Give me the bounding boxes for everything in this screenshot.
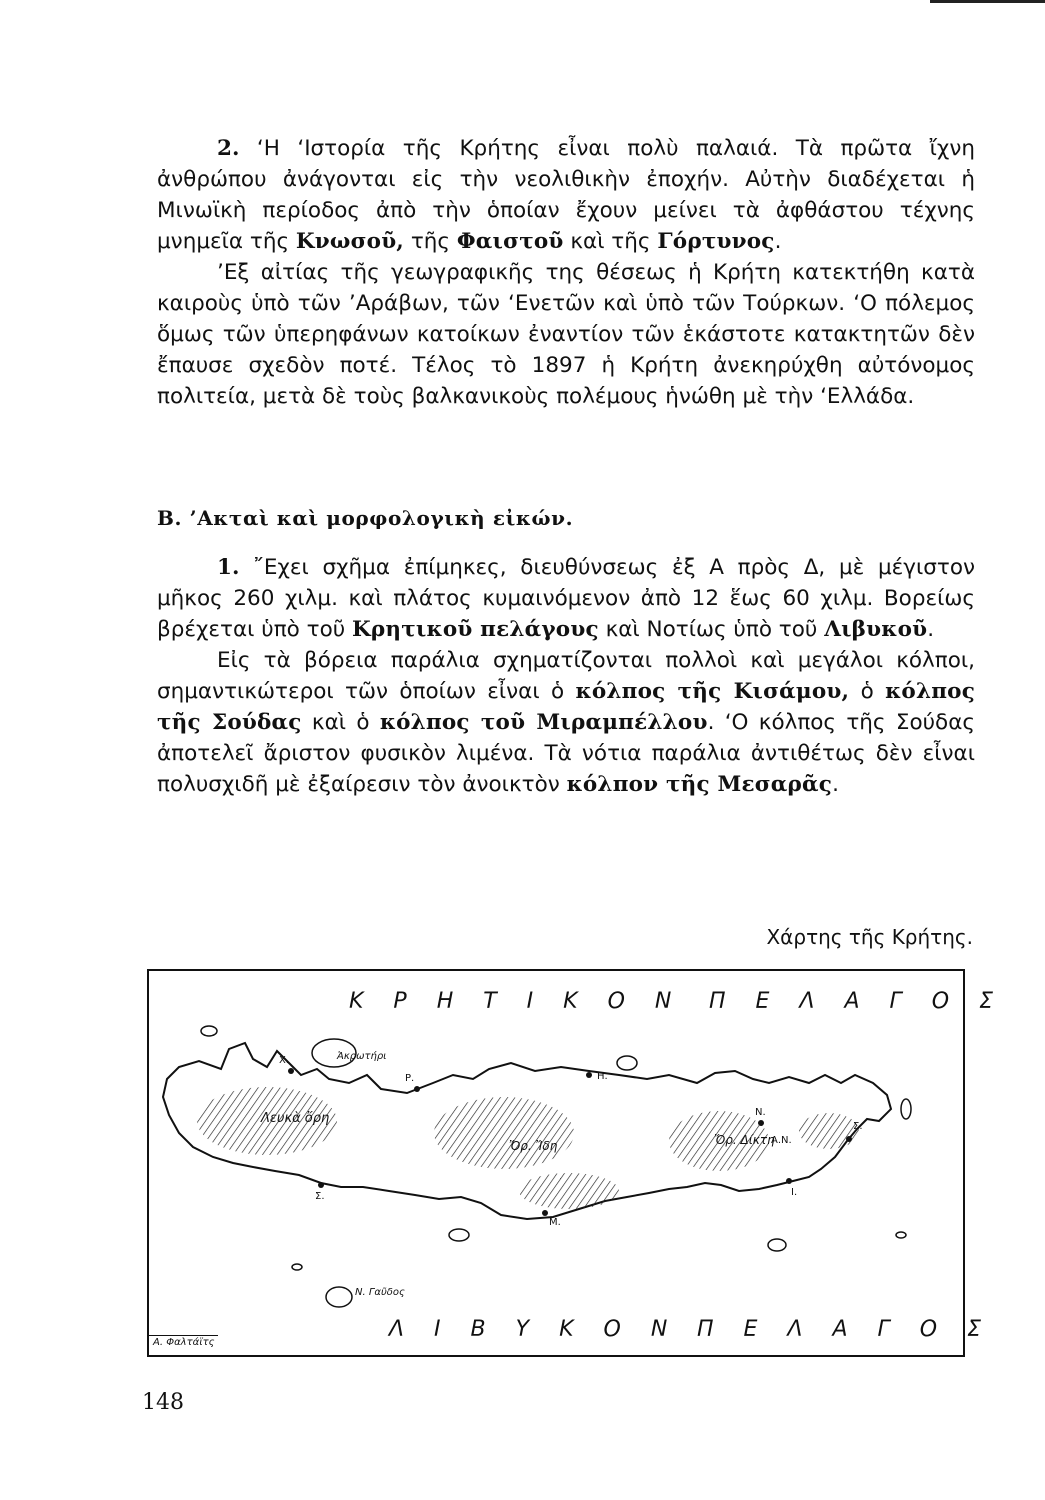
town-dot <box>318 1182 324 1188</box>
section-heading: Β. ’Ακταὶ καὶ μορφολογικὴ εἰκών. <box>157 506 574 530</box>
town-dot <box>586 1072 592 1078</box>
bold-term-cretan-sea: Κρητικοῦ πελάγους <box>352 617 599 642</box>
north-sea-label: ΚΡΗΤΙΚΟΝ <box>349 989 702 1014</box>
bold-term-mesara-gulf: κόλπον τῆς Μεσαρᾶς <box>566 772 833 797</box>
sfakia-label: Σ. <box>315 1191 325 1202</box>
north-sea-label-2: ΠΕΛΑΓΟΣ <box>709 989 1024 1014</box>
akrotiri-label: Ἀκρωτήρι <box>337 1051 387 1062</box>
sitia-label: Σ. <box>853 1121 863 1132</box>
paragraph-number: 2. <box>217 136 240 161</box>
text-run: ‘Η ‘Ιστορία τῆς Κρήτης εἶναι πολὺ παλαιά. Τὰ πρῶτα ἴχνη ἀνθρώπου ἀνάγονται εἰς τὴν νεολιθικὴν ἐποχήν. Αὐτὴν διαδέχεται ἡ Μινωϊκὴ περίοδος ἀπὸ τὴν ὁποίαν ἔχουν μείνει τὰ ἀφθάστου τέχνης μνημεῖα τῆς <box>157 136 975 254</box>
south-sea-label: ΛΙΒΥΚΟΝ <box>389 1317 698 1342</box>
east-islet <box>901 1099 911 1119</box>
bold-term-knossos: Κνωσοῦ, <box>295 229 404 254</box>
heraklion-label: Η. <box>597 1071 608 1082</box>
gramvousa-islet <box>201 1026 217 1036</box>
coasts-paragraph-1 <box>157 552 975 645</box>
text-run: . <box>832 772 839 797</box>
paragraph-number: 1. <box>217 555 240 580</box>
bold-term-kisamos-gulf: κόλπος τῆς Κισάμου, <box>575 679 850 704</box>
coasts-paragraph-2 <box>157 645 975 800</box>
bold-term-libyan-sea: Λιβυκοῦ <box>824 617 928 642</box>
town-dot <box>414 1086 420 1092</box>
text-run: ῎Εχει σχῆμα ἐπίμηκες, διευθύνσεως ἐξ Α πρὸς Δ, μὲ μέγιστον μῆκος 260 χιλμ. καὶ πλάτος κυμαινόμενον ἀπὸ 12 ἕως 60 χιλμ. Βορείως βρέχεται ὑπὸ τοῦ <box>157 555 975 642</box>
ida-relief <box>434 1097 574 1169</box>
gavdopoula-islet <box>292 1264 302 1270</box>
ida-label: Ὄρ. Ἴδη <box>509 1139 558 1153</box>
chrysi-islet <box>768 1239 786 1251</box>
town-dot <box>542 1210 548 1216</box>
text-run: . ‘Ο κόλπος τῆς Σούδας ἀποτελεῖ ἄριστον φυσικὸν λιμένα. Τὰ νότια παράλια ἀντιθέτως δὲν εἶναι πολυσχιδῆ μὲ ἐξαίρεσιν τὸν ἀνοικτὸν <box>157 710 975 797</box>
town-dot <box>846 1136 852 1142</box>
history-section <box>157 133 975 412</box>
chania-label: Χ. <box>279 1055 290 1066</box>
koufonisi-islet <box>896 1232 906 1238</box>
history-paragraph-1 <box>157 133 975 257</box>
text-run: . <box>774 229 782 254</box>
history-paragraph-2: ’Εξ αἰτίας τῆς γεωγραφικῆς της θέσεως ἡ Κρήτη κατεκτήθη κατὰ καιροὺς ὑπὸ τῶν ’Αράβων, τῶν ‘Ενετῶν καὶ ὑπὸ τῶν Τούρκων. ‘Ο πόλεμος ὅμως τῶν ὑπερηφάνων κατοίκων ἐναντίον τῶν ἑκάστοτε κατακτητῶν δὲν ἔπαυσε σχεδὸν ποτέ. Τέλος τὸ 1897 ἡ Κρήτη ἀνεκηρύχθη αὐτόνομος πολιτεία, μετὰ δὲ τοὺς βαλκανικοὺς πολέμους ἡνώθη μὲ τὴν ‘Ελλάδα. <box>157 260 975 409</box>
crete-map <box>147 969 1024 1357</box>
gavdos-island <box>326 1287 352 1307</box>
town-dot <box>758 1120 764 1126</box>
bold-term-mirabello-gulf: κόλπος τοῦ Μιραμπέλλου <box>379 710 708 735</box>
bold-term-gortyna: Γόρτυνος <box>657 229 775 254</box>
top-edge-rule <box>930 0 1045 3</box>
text-run: . <box>927 617 935 642</box>
text-run: Εἰς τὰ βόρεια παράλια σχηματίζονται πολλοὶ καὶ μεγάλοι κόλποι, σημαντικώτεροι τῶν ὁποίων εἶναι ὁ <box>157 648 975 704</box>
lefka-ori-label: Λευκὰ ὄρη <box>261 1111 330 1126</box>
map-caption: Χάρτης τῆς Κρήτης. <box>766 925 973 949</box>
ierapetra-label: Ι. <box>791 1187 798 1198</box>
dikti-label: Ὄρ. Δίκτη <box>714 1133 775 1147</box>
agios-nikolaos-label: Α.Ν. <box>771 1135 792 1146</box>
bold-term-phaistos: Φαιστοῦ <box>456 229 564 254</box>
coasts-section <box>157 552 975 800</box>
town-dot <box>288 1068 294 1074</box>
moires-label: Μ. <box>549 1217 561 1228</box>
text-run: ὁ <box>849 679 886 704</box>
bold-term-souda-gulf: κόλπος τῆς Σούδας <box>157 679 975 735</box>
text-run: τῆς <box>404 229 457 254</box>
town-dot <box>786 1178 792 1184</box>
page-number: 148 <box>142 1390 184 1415</box>
gavdos-label: Ν. Γαῦδος <box>355 1287 405 1298</box>
dia-islet <box>617 1056 637 1070</box>
neapoli-label: Ν. <box>755 1107 766 1118</box>
map-credit: Α. Φαλτάϊτς <box>149 1335 218 1349</box>
crete-map-drawing <box>149 971 963 1355</box>
sitia-relief <box>799 1113 859 1149</box>
text-run: καὶ Νοτίως ὑπὸ τοῦ <box>598 617 825 642</box>
paximadia-islet <box>449 1229 469 1241</box>
text-run: καὶ ὁ <box>301 710 380 735</box>
asterousia-relief <box>519 1173 619 1209</box>
rethymno-label: Ρ. <box>405 1073 415 1084</box>
south-sea-label-2: ΠΕΛΑΓΟΣ <box>697 1317 1012 1342</box>
text-run: καὶ τῆς <box>563 229 658 254</box>
